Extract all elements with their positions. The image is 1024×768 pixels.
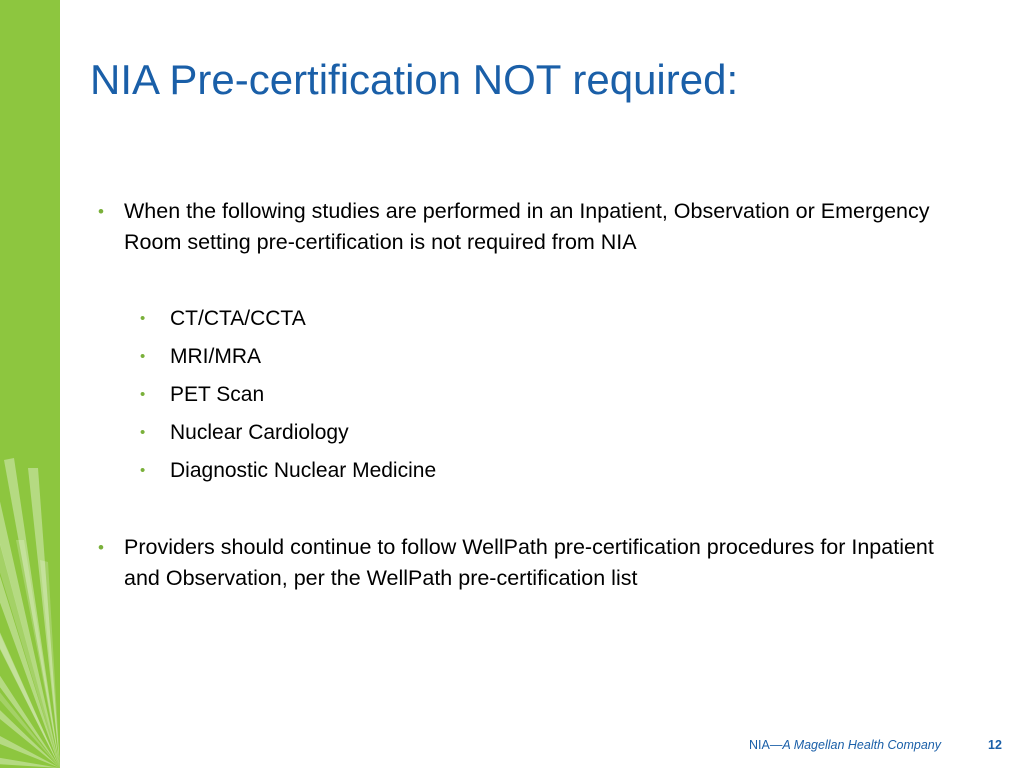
bullet-item (98, 196, 964, 258)
bullet-dot: • (98, 202, 104, 221)
sub-bullet-text: MRI/MRA (170, 345, 261, 368)
sub-bullet-text: PET Scan (170, 383, 265, 406)
sub-bullet-item (140, 303, 770, 334)
bullet-dot: • (140, 462, 146, 479)
bullet-dot: • (140, 424, 146, 441)
slide-title: NIA Pre-certification NOT required: (90, 56, 739, 103)
bullet-dot: • (140, 310, 146, 327)
bullet-dot: • (98, 538, 104, 557)
footer-company-name: A Magellan Health Company (782, 738, 941, 752)
sub-bullet-item (140, 379, 770, 410)
bullet-text: Providers should continue to follow WellPath pre-certification procedures for Inpatient and Observation, per the WellPath pre-certification list (124, 535, 934, 590)
sub-bullet-text: Diagnostic Nuclear Medicine (170, 459, 437, 482)
bullet-dot: • (140, 348, 146, 365)
sub-bullet-text: CT/CTA/CCTA (170, 307, 306, 330)
page-number: 12 (988, 738, 1002, 752)
sub-bullet-item (140, 417, 770, 448)
bullet-item (98, 532, 964, 594)
sub-bullet-item (140, 455, 770, 486)
footer-company-prefix: NIA— (749, 738, 783, 752)
bullet-text: When the following studies are performed in an Inpatient, Observation or Emergency Room setting pre-certification is not required from NIA (124, 199, 930, 254)
sub-bullet-text: Nuclear Cardiology (170, 421, 349, 444)
sub-bullet-item (140, 341, 770, 372)
footer-company (749, 738, 941, 752)
bullet-dot: • (140, 386, 146, 403)
